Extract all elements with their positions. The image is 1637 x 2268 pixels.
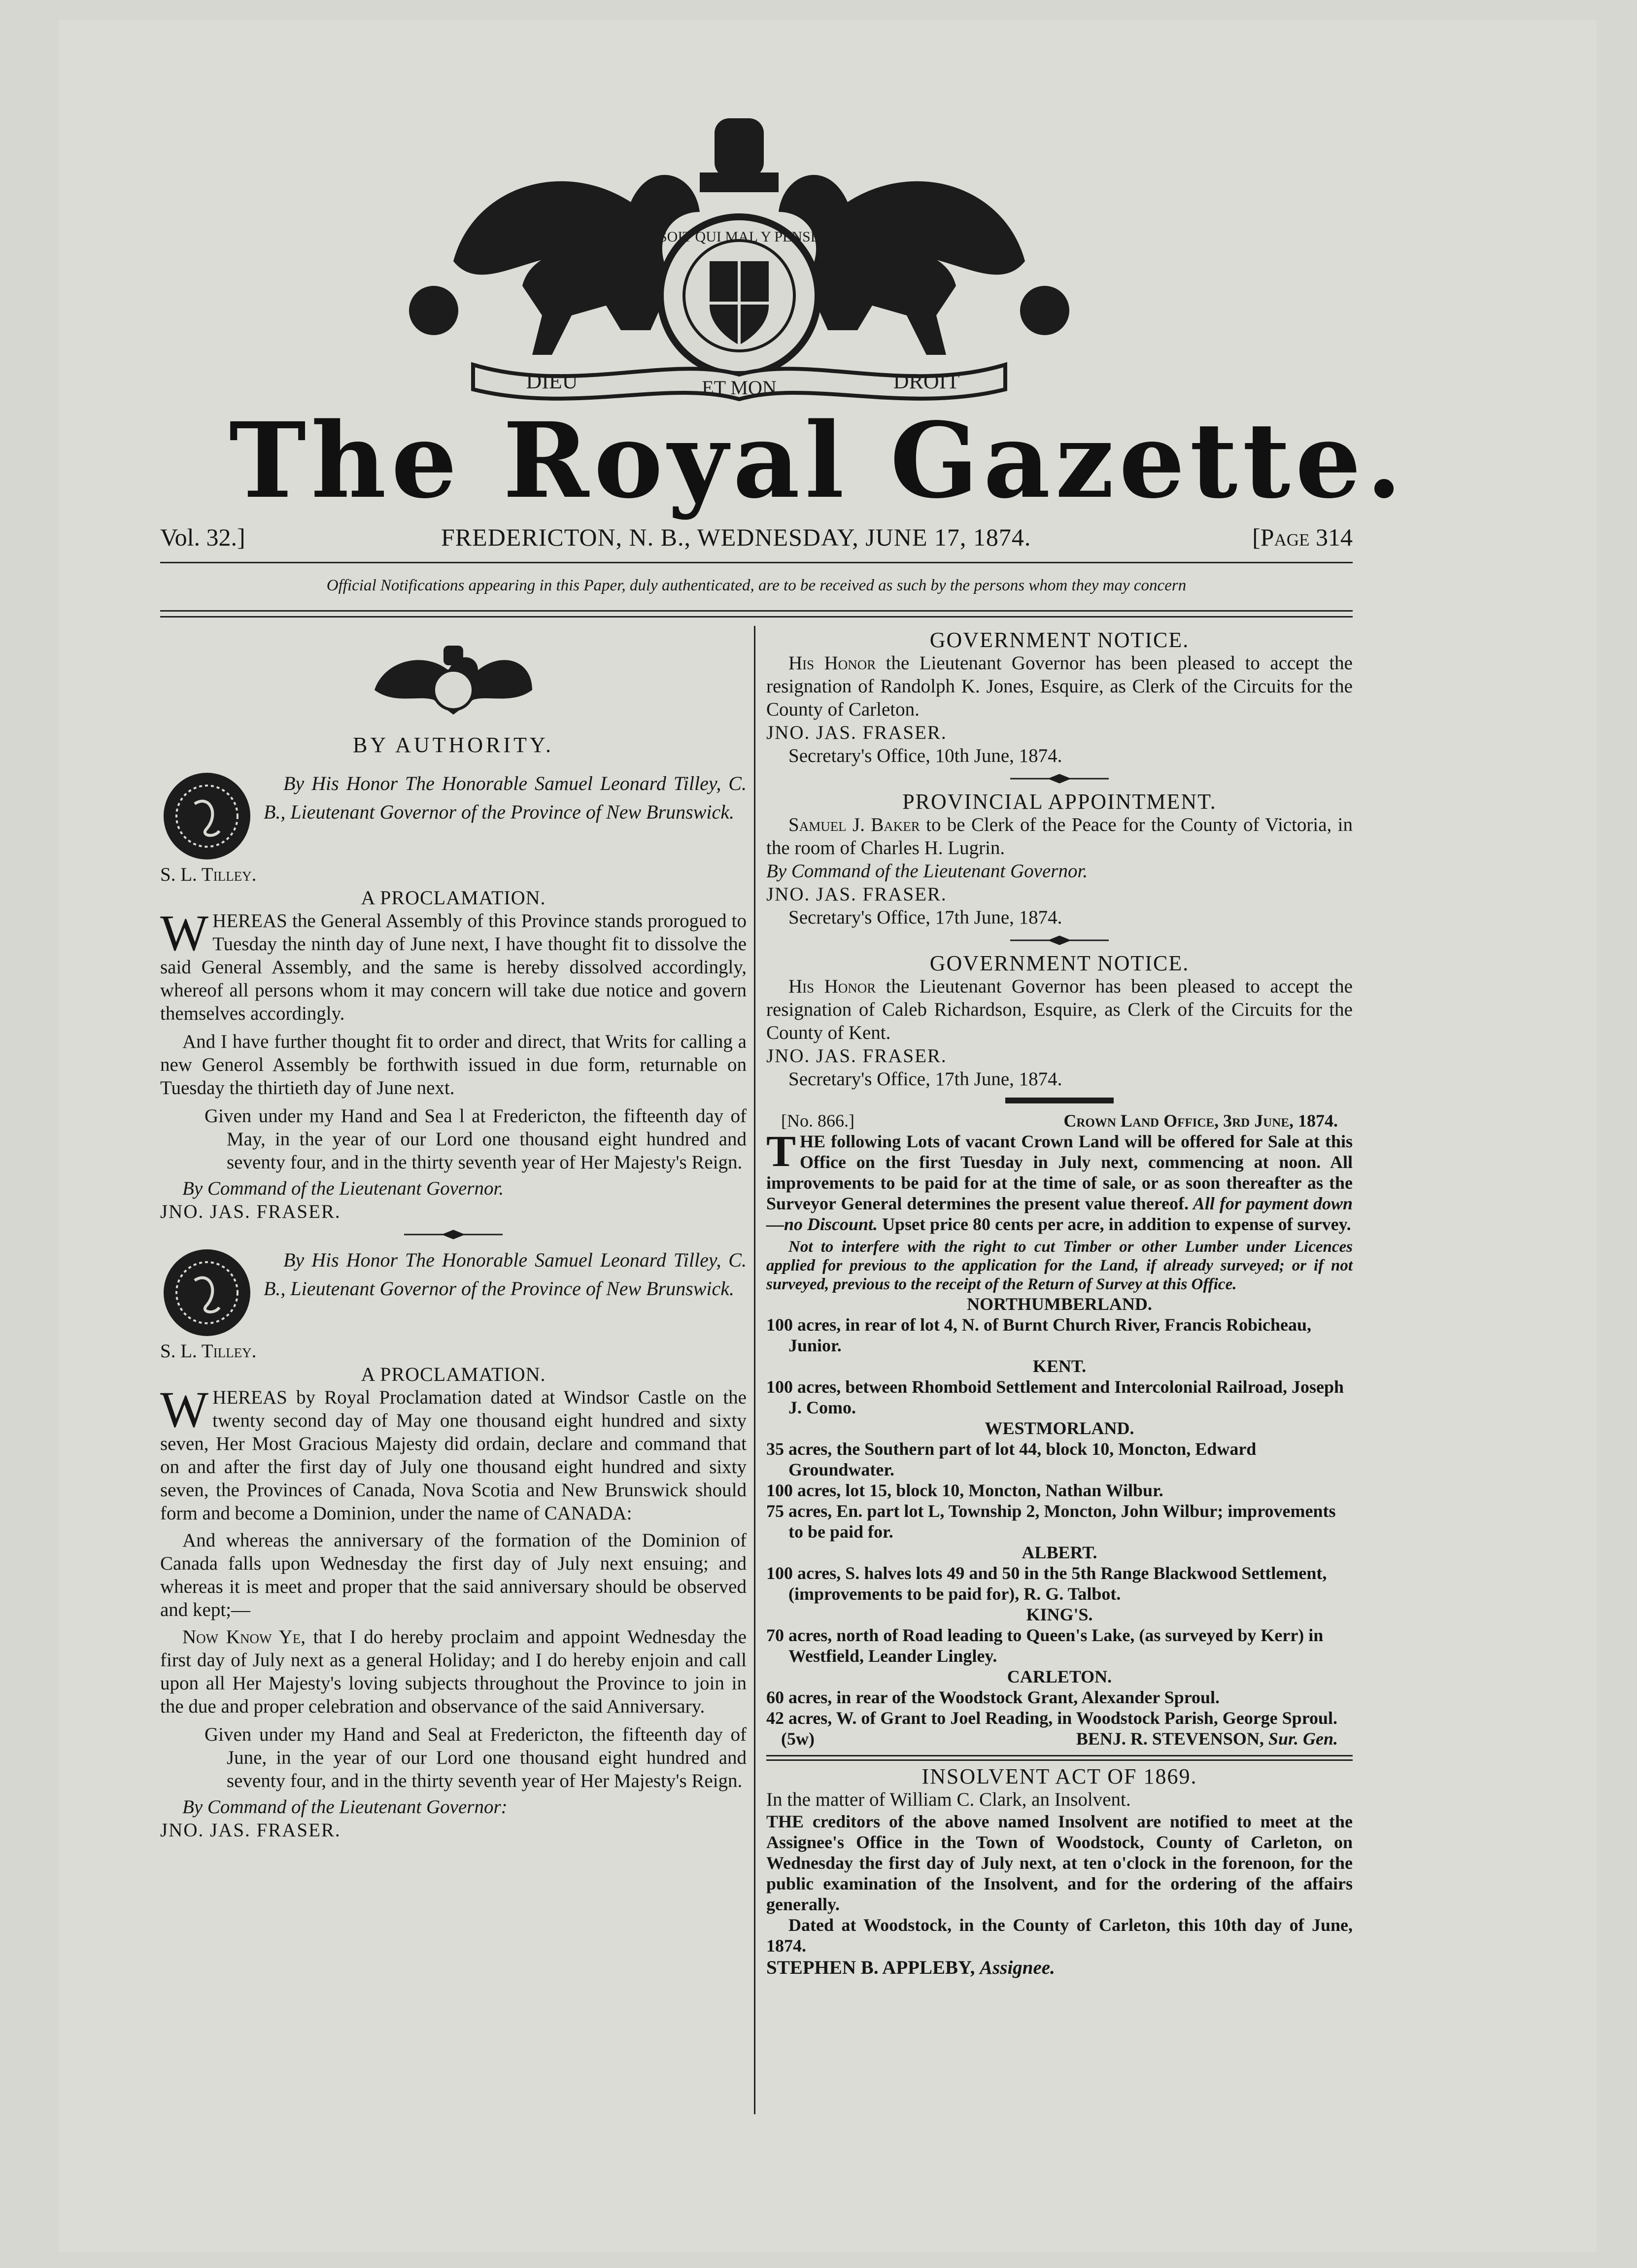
insolvent-signer: STEPHEN B. APPLEBY, Assignee.	[766, 1957, 1055, 1978]
proclamation-1-para-1: WHEREAS the General Assembly of this Province stands prorogued to Tuesday the ninth day of June next, I have thought fit to dissolve the said General Assembly, and the same is hereby dissolved accordingly, whereof all persons whom it may concern will take due notice and govern themselves accordingly.	[160, 905, 747, 1024]
notice-2-body: Samuel J. Baker to be Clerk of the Peace for the County of Victoria, in the room of Charles H. Lugrin.	[766, 814, 1353, 859]
lot-entry: 100 acres, lot 15, block 10, Moncton, Nathan Wilbur.	[766, 1480, 1163, 1500]
separator-dash-icon	[1010, 773, 1109, 784]
separator-dash-icon	[404, 1229, 503, 1240]
county-heading: KING'S.	[1026, 1605, 1093, 1624]
proclamation-2-intro	[160, 1246, 747, 1340]
dropcap-t: T	[766, 1127, 796, 1176]
proclamation-2-preamble: By His Honor The Honorable Samuel Leonard Tilley, C. B., Lieutenant Governor of the Province of New Brunswick.	[264, 1249, 747, 1300]
notice-2-signer: JNO. JAS. FRASER.	[766, 884, 947, 905]
proclamation-1-intro	[160, 769, 747, 863]
motto-left: DIEU	[526, 369, 578, 393]
proclamation-1-given: Given under my Hand and Sea l at Fredericton, the fifteenth day of May, in the year of our Lord one thousand eight hundred and seventy four, and in the thirty seventh year of Her Majesty's Reign.	[205, 1105, 747, 1173]
dropcap-w: W	[160, 905, 209, 962]
lot-entry: 60 acres, in rear of the Woodstock Grant, Alexander Sproul.	[766, 1687, 1220, 1707]
proclamation-1-heading: A PROCLAMATION.	[361, 887, 546, 909]
crown-land-footer	[766, 1728, 1353, 1749]
insolvent-heading: INSOLVENT ACT OF 1869.	[921, 1764, 1197, 1788]
proclamation-2-heading: A PROCLAMATION.	[361, 1363, 546, 1385]
crown-land-notice	[766, 1110, 1353, 1749]
by-authority-heading: BY AUTHORITY.	[352, 733, 554, 757]
crown-land-signer: BENJ. R. STEVENSON, Sur. Gen.	[1076, 1729, 1338, 1749]
volume-number: Vol. 32.]	[160, 523, 245, 551]
governor-seal-icon	[160, 769, 254, 863]
lot-entry: 35 acres, the Southern part of lot 44, block 10, Moncton, Edward Groundwater.	[766, 1439, 1257, 1479]
column-divider	[754, 626, 755, 2114]
proclamation-2-command: By Command of the Lieutenant Governor:	[182, 1796, 508, 1818]
dateline	[160, 520, 1353, 554]
page-number: [Page 314	[1252, 523, 1353, 551]
notice-3-signer: JNO. JAS. FRASER.	[766, 1045, 947, 1066]
notice-3-office: Secretary's Office, 17th June, 1874.	[788, 1068, 1062, 1090]
crown-land-office-date: Crown Land Office, 3rd June, 1874.	[1063, 1111, 1338, 1131]
motto-right: DROIT	[893, 369, 960, 393]
insolvent-rule-bottom	[766, 1759, 1353, 1761]
proclamation-2-para-1: WHEREAS by Royal Proclamation dated at Windsor Castle on the twenty second day of May one thousand eight hundred and sixty seven, Her Most Gracious Majesty did ordain, declare and command that on and after the first day of July one thousand eight hundred and sixty seven, the Provinces of Canada, Nova Scotia and New Brunswick should form and become a Dominion, under the name of CANADA:	[160, 1381, 747, 1524]
insolvent-sub: In the matter of William C. Clark, an Insolvent.	[766, 1789, 1131, 1810]
small-crest-icon	[365, 641, 542, 724]
insolvent-body: THE creditors of the above named Insolvent are notified to meet at the Assignee's Office in the Town of Woodstock, County of Carleton, on Wednesday the first day of July next, at ten o'clock in the forenoon, for the public examination of the Insolvent, and for the ordering of the affairs generally.	[766, 1812, 1353, 1914]
garter-motto: SOIT QUI MAL Y PENSE	[658, 229, 820, 245]
proclamation-1-para-2: And I have further thought fit to order and direct, that Writs for calling a new Generol Assembly be forthwith issued in due form, returnable on Tuesday the thirtieth day of June next.	[160, 1031, 747, 1099]
proclamation-2-seal-name: S. L. Tilley.	[160, 1340, 257, 1362]
motto-mid: ET MON	[702, 377, 777, 399]
notice-2-heading: PROVINCIAL APPOINTMENT.	[902, 790, 1217, 814]
proclamation-2-para-2: And whereas the anniversary of the formation of the Dominion of Canada falls upon Wednesday the first day of July next ensuing; and whereas it is meet and proper that the said anniversary should be observed and kept;—	[160, 1530, 747, 1620]
notice-3-body: His Honor the Lieutenant Governor has been pleased to accept the resignation of Caleb Richardson, Esquire, as Clerk of the Circuits for the County of Kent.	[766, 976, 1353, 1043]
newspaper-title: The Royal Gazette.	[229, 400, 1407, 521]
proclamation-1-preamble: By His Honor The Honorable Samuel Leonard Tilley, C. B., Lieutenant Governor of the Province of New Brunswick.	[264, 772, 747, 823]
header-rule-double-bottom	[160, 616, 1353, 618]
insolvent-dated: Dated at Woodstock, in the County of Carleton, this 10th day of June, 1874.	[766, 1915, 1353, 1956]
crown-land-number: [No. 866.]	[781, 1111, 854, 1131]
proclamation-1-signer: JNO. JAS. FRASER.	[160, 1201, 341, 1222]
governor-seal-icon	[160, 1246, 254, 1340]
county-heading: CARLETON.	[1007, 1667, 1112, 1686]
right-column	[766, 628, 1353, 1979]
notice-1-signer: JNO. JAS. FRASER.	[766, 722, 947, 743]
crown-land-note: Not to interfere with the right to cut Timber or other Lumber under Licences applied for previous to the application for the Land, if already surveyed; or if not surveyed, previous to the receipt of the Return of Survey at this Office.	[766, 1238, 1353, 1293]
crown-land-header	[766, 1110, 1353, 1131]
county-heading: WESTMORLAND.	[985, 1418, 1134, 1438]
insolvent-rule-top	[766, 1755, 1353, 1756]
lot-entry: 42 acres, W. of Grant to Joel Reading, in Woodstock Parish, George Sproul.	[766, 1708, 1338, 1728]
notice-1-heading: GOVERNMENT NOTICE.	[929, 628, 1190, 652]
issue-date: FREDERICTON, N. B., WEDNESDAY, JUNE 17, 1874.	[441, 523, 1031, 551]
header-rule	[160, 562, 1353, 563]
thick-separator	[1005, 1098, 1114, 1103]
royal-crest-icon	[375, 99, 1104, 404]
proclamation-1-seal-name: S. L. Tilley.	[160, 864, 257, 885]
lot-entry: 100 acres, between Rhomboid Settlement and Intercolonial Railroad, Joseph J. Como.	[766, 1377, 1344, 1417]
separator-dash-icon	[1010, 935, 1109, 946]
lot-entry: 100 acres, in rear of lot 4, N. of Burnt Church River, Francis Robicheau, Junior.	[766, 1315, 1311, 1355]
proclamation-2-para-3: Now Know Ye, that I do hereby proclaim and appoint Wednesday the first day of July next as a general Holiday; and I do hereby enjoin and call upon all Her Majesty's loving subjects throughout the Province to join in the due and proper celebration and observance of the said Anniversary.	[160, 1626, 747, 1717]
county-heading: ALBERT.	[1022, 1543, 1097, 1562]
notice-2-command: By Command of the Lieutenant Governor.	[766, 860, 1088, 882]
proclamation-2-given: Given under my Hand and Seal at Fredericton, the fifteenth day of June, in the year of our Lord one thousand eight hundred and seventy four, and in the thirty seventh year of Her Majesty's Reign.	[205, 1724, 747, 1791]
official-notice-line: Official Notifications appearing in this Paper, duly authenticated, are to be received as such by the persons whom they may concern	[326, 577, 1187, 594]
dropcap-w: W	[160, 1381, 209, 1438]
county-heading: NORTHUMBERLAND.	[967, 1294, 1152, 1314]
proclamation-2-signer: JNO. JAS. FRASER.	[160, 1820, 341, 1841]
lot-entry: 100 acres, S. halves lots 49 and 50 in the 5th Range Blackwood Settlement, (improvements to be paid for), R. G. Talbot.	[766, 1563, 1327, 1604]
lot-entry: 70 acres, north of Road leading to Queen's Lake, (as surveyed by Kerr) in Westfield, Leander Lingley.	[766, 1625, 1324, 1666]
crown-land-lots	[766, 1294, 1353, 1728]
county-heading: KENT.	[1032, 1356, 1087, 1376]
crown-land-tag: (5w)	[781, 1729, 815, 1749]
left-column	[160, 636, 747, 1842]
crown-land-body: THE following Lots of vacant Crown Land will be offered for Sale at this Office on the first Tuesday in July next, commencing at noon. All improvements to be paid for at the time of sale, or as soon thereafter as the Surveyor General determines the present value thereof. All for payment down—no Discount. Upset price 80 cents per acre, in addition to expense of survey.	[766, 1127, 1353, 1234]
notice-1-body: His Honor the Lieutenant Governor has been pleased to accept the resignation of Randolph K. Jones, Esquire, as Clerk of the Circuits for the County of Carleton.	[766, 653, 1353, 720]
notice-2-office: Secretary's Office, 17th June, 1874.	[788, 907, 1062, 928]
notice-3-heading: GOVERNMENT NOTICE.	[929, 951, 1190, 975]
header-rule-double-top	[160, 610, 1353, 612]
proclamation-1-command: By Command of the Lieutenant Governor.	[182, 1178, 504, 1199]
notice-1-office: Secretary's Office, 10th June, 1874.	[788, 745, 1062, 766]
lot-entry: 75 acres, En. part lot L, Township 2, Moncton, John Wilbur; improvements to be paid for.	[766, 1501, 1336, 1542]
